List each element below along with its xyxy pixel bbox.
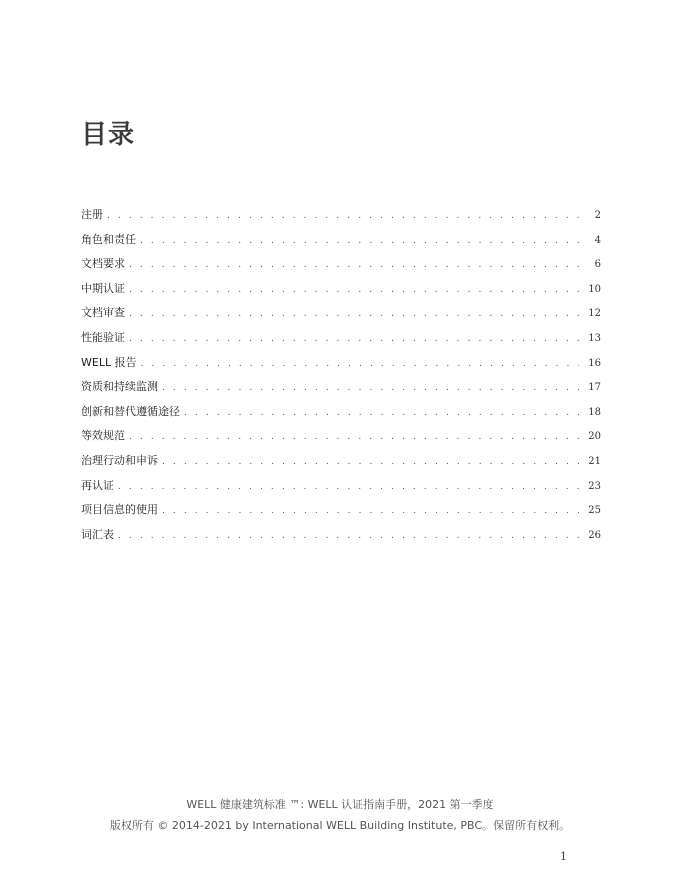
toc-entry-page-number: 16 bbox=[588, 357, 601, 369]
table-of-contents bbox=[81, 205, 601, 549]
toc-entry-label: WELL 报告 bbox=[81, 355, 137, 369]
dot-leader bbox=[140, 231, 579, 251]
toc-entry[interactable] bbox=[81, 328, 601, 353]
toc-entry[interactable] bbox=[81, 476, 601, 501]
toc-entry[interactable] bbox=[81, 402, 601, 427]
toc-entry-label: 性能验证 bbox=[81, 330, 125, 344]
toc-entry[interactable] bbox=[81, 353, 601, 378]
toc-entry-page-number: 26 bbox=[588, 529, 601, 541]
toc-entry[interactable] bbox=[81, 279, 601, 304]
toc-entry-page-number: 21 bbox=[588, 455, 601, 467]
toc-entry[interactable] bbox=[81, 500, 601, 525]
toc-entry-page-number: 23 bbox=[588, 480, 601, 492]
toc-entry-label: 等效规范 bbox=[81, 429, 125, 443]
toc-entry-label: 注册 bbox=[81, 208, 103, 221]
page-number: 1 bbox=[560, 850, 567, 863]
dot-leader bbox=[107, 206, 579, 226]
dot-leader bbox=[162, 501, 579, 521]
dot-leader bbox=[184, 403, 579, 423]
dot-leader bbox=[129, 280, 579, 300]
toc-entry-label: 再认证 bbox=[81, 478, 114, 492]
toc-entry-page-number: 4 bbox=[594, 234, 601, 246]
toc-entry[interactable] bbox=[81, 303, 601, 328]
footer-title: WELL 健康建筑标准 ™: WELL 认证指南手册，2021 第一季度 bbox=[186, 798, 494, 811]
toc-entry-label: 角色和责任 bbox=[81, 232, 136, 246]
toc-entry-label: 创新和替代遵循途径 bbox=[81, 404, 180, 418]
toc-entry-page-number: 12 bbox=[588, 308, 601, 320]
toc-entry-label: 文档要求 bbox=[81, 257, 125, 271]
toc-entry-label: 文档审查 bbox=[81, 306, 125, 320]
dot-leader bbox=[129, 427, 579, 447]
dot-leader bbox=[129, 304, 579, 324]
toc-entry[interactable] bbox=[81, 230, 601, 255]
dot-leader bbox=[162, 378, 579, 398]
toc-entry-page-number: 18 bbox=[588, 406, 601, 418]
toc-entry[interactable] bbox=[81, 377, 601, 402]
dot-leader bbox=[118, 477, 579, 497]
toc-entry-label: 词汇表 bbox=[81, 527, 114, 541]
toc-entry-label: 项目信息的使用 bbox=[81, 503, 158, 517]
toc-entry[interactable] bbox=[81, 254, 601, 279]
toc-entry-page-number: 17 bbox=[588, 382, 601, 394]
dot-leader bbox=[162, 452, 579, 472]
toc-entry[interactable] bbox=[81, 426, 601, 451]
toc-entry-label: 中期认证 bbox=[81, 281, 125, 295]
footer-copyright: 版权所有 © 2014-2021 by International WELL Building Institute, PBC。保留所有权利。 bbox=[109, 819, 571, 832]
toc-entry-page-number: 13 bbox=[588, 332, 601, 344]
toc-entry[interactable] bbox=[81, 205, 601, 230]
toc-entry[interactable] bbox=[81, 451, 601, 476]
toc-entry-label: 治理行动和申诉 bbox=[81, 453, 158, 467]
dot-leader bbox=[118, 526, 579, 546]
toc-entry-page-number: 2 bbox=[594, 210, 601, 221]
toc-entry-page-number: 10 bbox=[588, 283, 601, 295]
dot-leader bbox=[141, 354, 579, 374]
dot-leader bbox=[129, 255, 579, 275]
toc-entry-page-number: 25 bbox=[588, 505, 601, 517]
toc-entry[interactable] bbox=[81, 525, 601, 550]
page-title: 目录 bbox=[81, 120, 136, 150]
toc-entry-page-number: 6 bbox=[594, 259, 601, 271]
toc-entry-page-number: 20 bbox=[588, 431, 601, 443]
dot-leader bbox=[129, 329, 579, 349]
toc-entry-label: 资质和持续监测 bbox=[81, 380, 158, 394]
